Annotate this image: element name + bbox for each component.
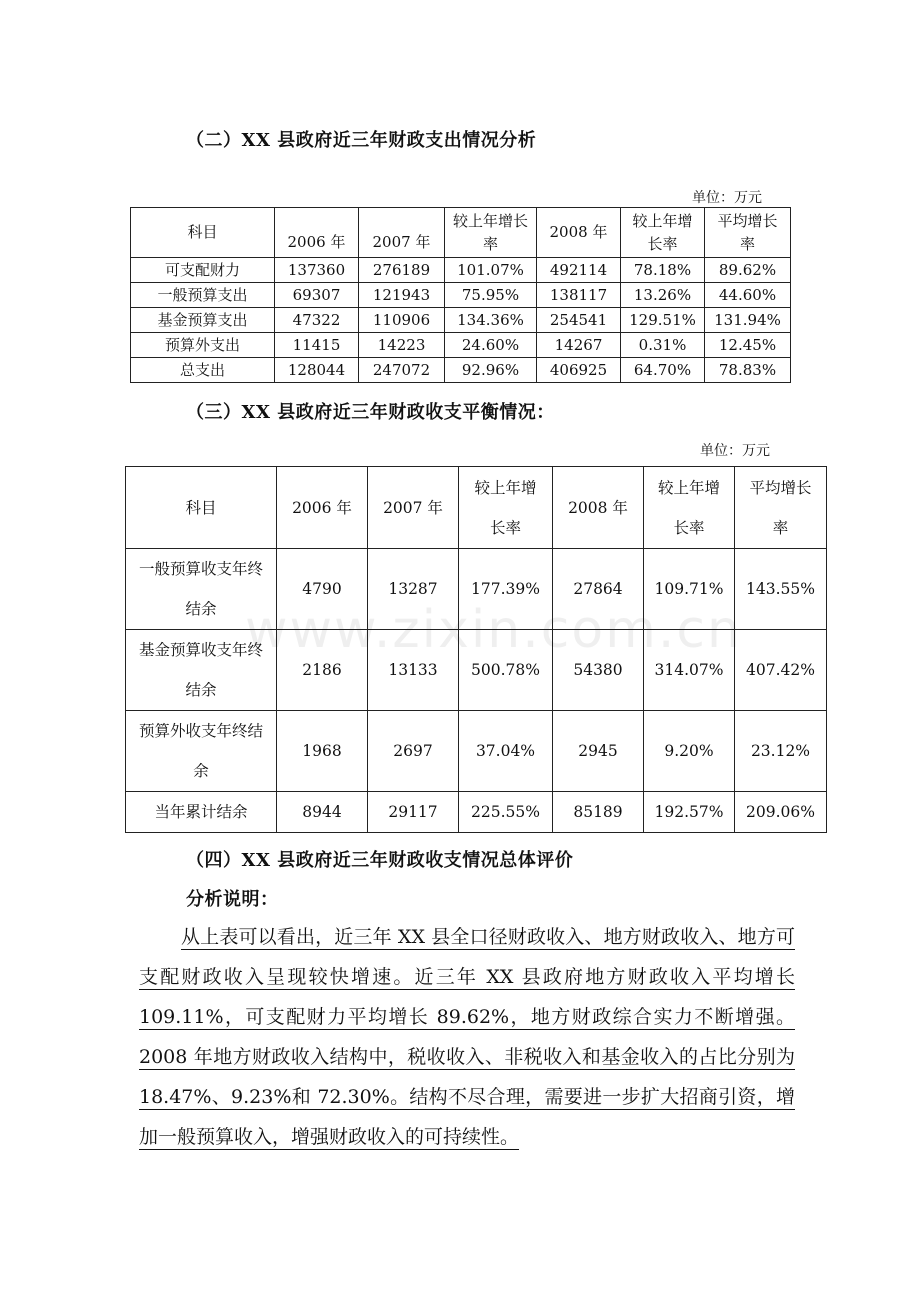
table-cell: 78.83% — [705, 358, 791, 383]
header-cell: 2006 年 — [277, 467, 368, 549]
header-cell: 平均增长率 — [735, 467, 827, 549]
table-cell: 101.07% — [445, 258, 537, 283]
table-cell: 基金预算收支年终结余 — [126, 630, 277, 711]
table-cell: 13133 — [368, 630, 459, 711]
table-cell: 2697 — [368, 711, 459, 792]
table-cell: 143.55% — [735, 549, 827, 630]
table-cell: 14223 — [359, 333, 445, 358]
table-cell: 192.57% — [644, 792, 735, 833]
table-row — [126, 792, 827, 833]
table-cell: 121943 — [359, 283, 445, 308]
table-cell: 29117 — [368, 792, 459, 833]
table-cell: 109.71% — [644, 549, 735, 630]
section2-unit: 单位：万元 — [692, 190, 762, 206]
table-row — [131, 358, 791, 383]
table-cell: 128044 — [275, 358, 359, 383]
table-cell: 137360 — [275, 258, 359, 283]
table-cell: 12.45% — [705, 333, 791, 358]
table-cell: 254541 — [537, 308, 621, 333]
table-cell: 当年累计结余 — [126, 792, 277, 833]
section3-unit: 单位：万元 — [700, 443, 770, 459]
analysis-label: 分析说明： — [186, 889, 279, 910]
watermark: www.zixin.com.cn — [245, 600, 742, 660]
table-cell: 78.18% — [621, 258, 705, 283]
table-cell: 110906 — [359, 308, 445, 333]
table-row — [131, 283, 791, 308]
table-cell: 75.95% — [445, 283, 537, 308]
table-cell: 预算外支出 — [131, 333, 275, 358]
table-cell: 11415 — [275, 333, 359, 358]
section4-title: （四）XX 县政府近三年财政收支情况总体评价 — [186, 850, 574, 871]
header-cell: 较上年增长率 — [459, 467, 553, 549]
table-cell: 406925 — [537, 358, 621, 383]
table-cell: 2945 — [553, 711, 644, 792]
header-cell: 平均增长率 — [705, 208, 791, 258]
table-header-row — [126, 467, 827, 549]
table-row — [126, 549, 827, 630]
table-row — [126, 630, 827, 711]
table-header-row — [131, 208, 791, 258]
table-cell: 9.20% — [644, 711, 735, 792]
header-cell: 科目 — [126, 467, 277, 549]
table-row — [126, 711, 827, 792]
table-cell: 总支出 — [131, 358, 275, 383]
table-cell: 314.07% — [644, 630, 735, 711]
table-row — [131, 258, 791, 283]
header-cell: 2006 年 — [275, 208, 359, 258]
table-cell: 基金预算支出 — [131, 308, 275, 333]
table-cell: 138117 — [537, 283, 621, 308]
table-row — [131, 333, 791, 358]
table-cell: 0.31% — [621, 333, 705, 358]
table-cell: 可支配财力 — [131, 258, 275, 283]
table-cell: 8944 — [277, 792, 368, 833]
header-cell: 2008 年 — [537, 208, 621, 258]
table-cell: 276189 — [359, 258, 445, 283]
table-cell: 85189 — [553, 792, 644, 833]
header-cell: 较上年增长率 — [445, 208, 537, 258]
table-cell: 407.42% — [735, 630, 827, 711]
table-cell: 69307 — [275, 283, 359, 308]
table-row — [131, 308, 791, 333]
table-cell: 64.70% — [621, 358, 705, 383]
section2-title: （二）XX 县政府近三年财政支出情况分析 — [186, 130, 537, 151]
header-cell: 2008 年 — [553, 467, 644, 549]
table-cell: 225.55% — [459, 792, 553, 833]
table-cell: 2186 — [277, 630, 368, 711]
table-cell: 44.60% — [705, 283, 791, 308]
table-cell: 131.94% — [705, 308, 791, 333]
table-cell: 一般预算收支年终结余 — [126, 549, 277, 630]
table-cell: 177.39% — [459, 549, 553, 630]
table-cell: 4790 — [277, 549, 368, 630]
table-cell: 89.62% — [705, 258, 791, 283]
header-cell: 科目 — [131, 208, 275, 258]
table-cell: 134.36% — [445, 308, 537, 333]
analysis-paragraph: 从上表可以看出，近三年 XX 县全口径财政收入、地方财政收入、地方可支配财政收入呈现较快增速。近三年 XX 县政府地方财政收入平均增长 109.11%，可支配财力平均增长 89.62%，地方财政综合实力不断增强。2008 年地方财政收入结构中，税收收入、非税收入和基金收入的占比分别为 18.47%、9.23%和 72.30%。结构不尽合理，需要进一步扩大招商引资，增加一般预算收入，增强财政收入的可持续性。 — [139, 926, 795, 1148]
table-cell: 13287 — [368, 549, 459, 630]
table-cell: 500.78% — [459, 630, 553, 711]
table-cell: 37.04% — [459, 711, 553, 792]
table-cell: 1968 — [277, 711, 368, 792]
expenditure-table — [130, 207, 791, 383]
table-cell: 247072 — [359, 358, 445, 383]
table-cell: 54380 — [553, 630, 644, 711]
table-cell: 13.26% — [621, 283, 705, 308]
table-cell: 24.60% — [445, 333, 537, 358]
table-cell: 492114 — [537, 258, 621, 283]
table-cell: 23.12% — [735, 711, 827, 792]
balance-table — [125, 466, 827, 833]
table-cell: 一般预算支出 — [131, 283, 275, 308]
table-cell: 209.06% — [735, 792, 827, 833]
table-cell: 92.96% — [445, 358, 537, 383]
table-cell: 预算外收支年终结余 — [126, 711, 277, 792]
header-cell: 2007 年 — [368, 467, 459, 549]
section3-title: （三）XX 县政府近三年财政收支平衡情况： — [186, 402, 555, 423]
header-cell: 较上年增长率 — [644, 467, 735, 549]
header-cell: 2007 年 — [359, 208, 445, 258]
header-cell: 较上年增长率 — [621, 208, 705, 258]
table-cell: 47322 — [275, 308, 359, 333]
table-cell: 27864 — [553, 549, 644, 630]
table-cell: 14267 — [537, 333, 621, 358]
table-cell: 129.51% — [621, 308, 705, 333]
